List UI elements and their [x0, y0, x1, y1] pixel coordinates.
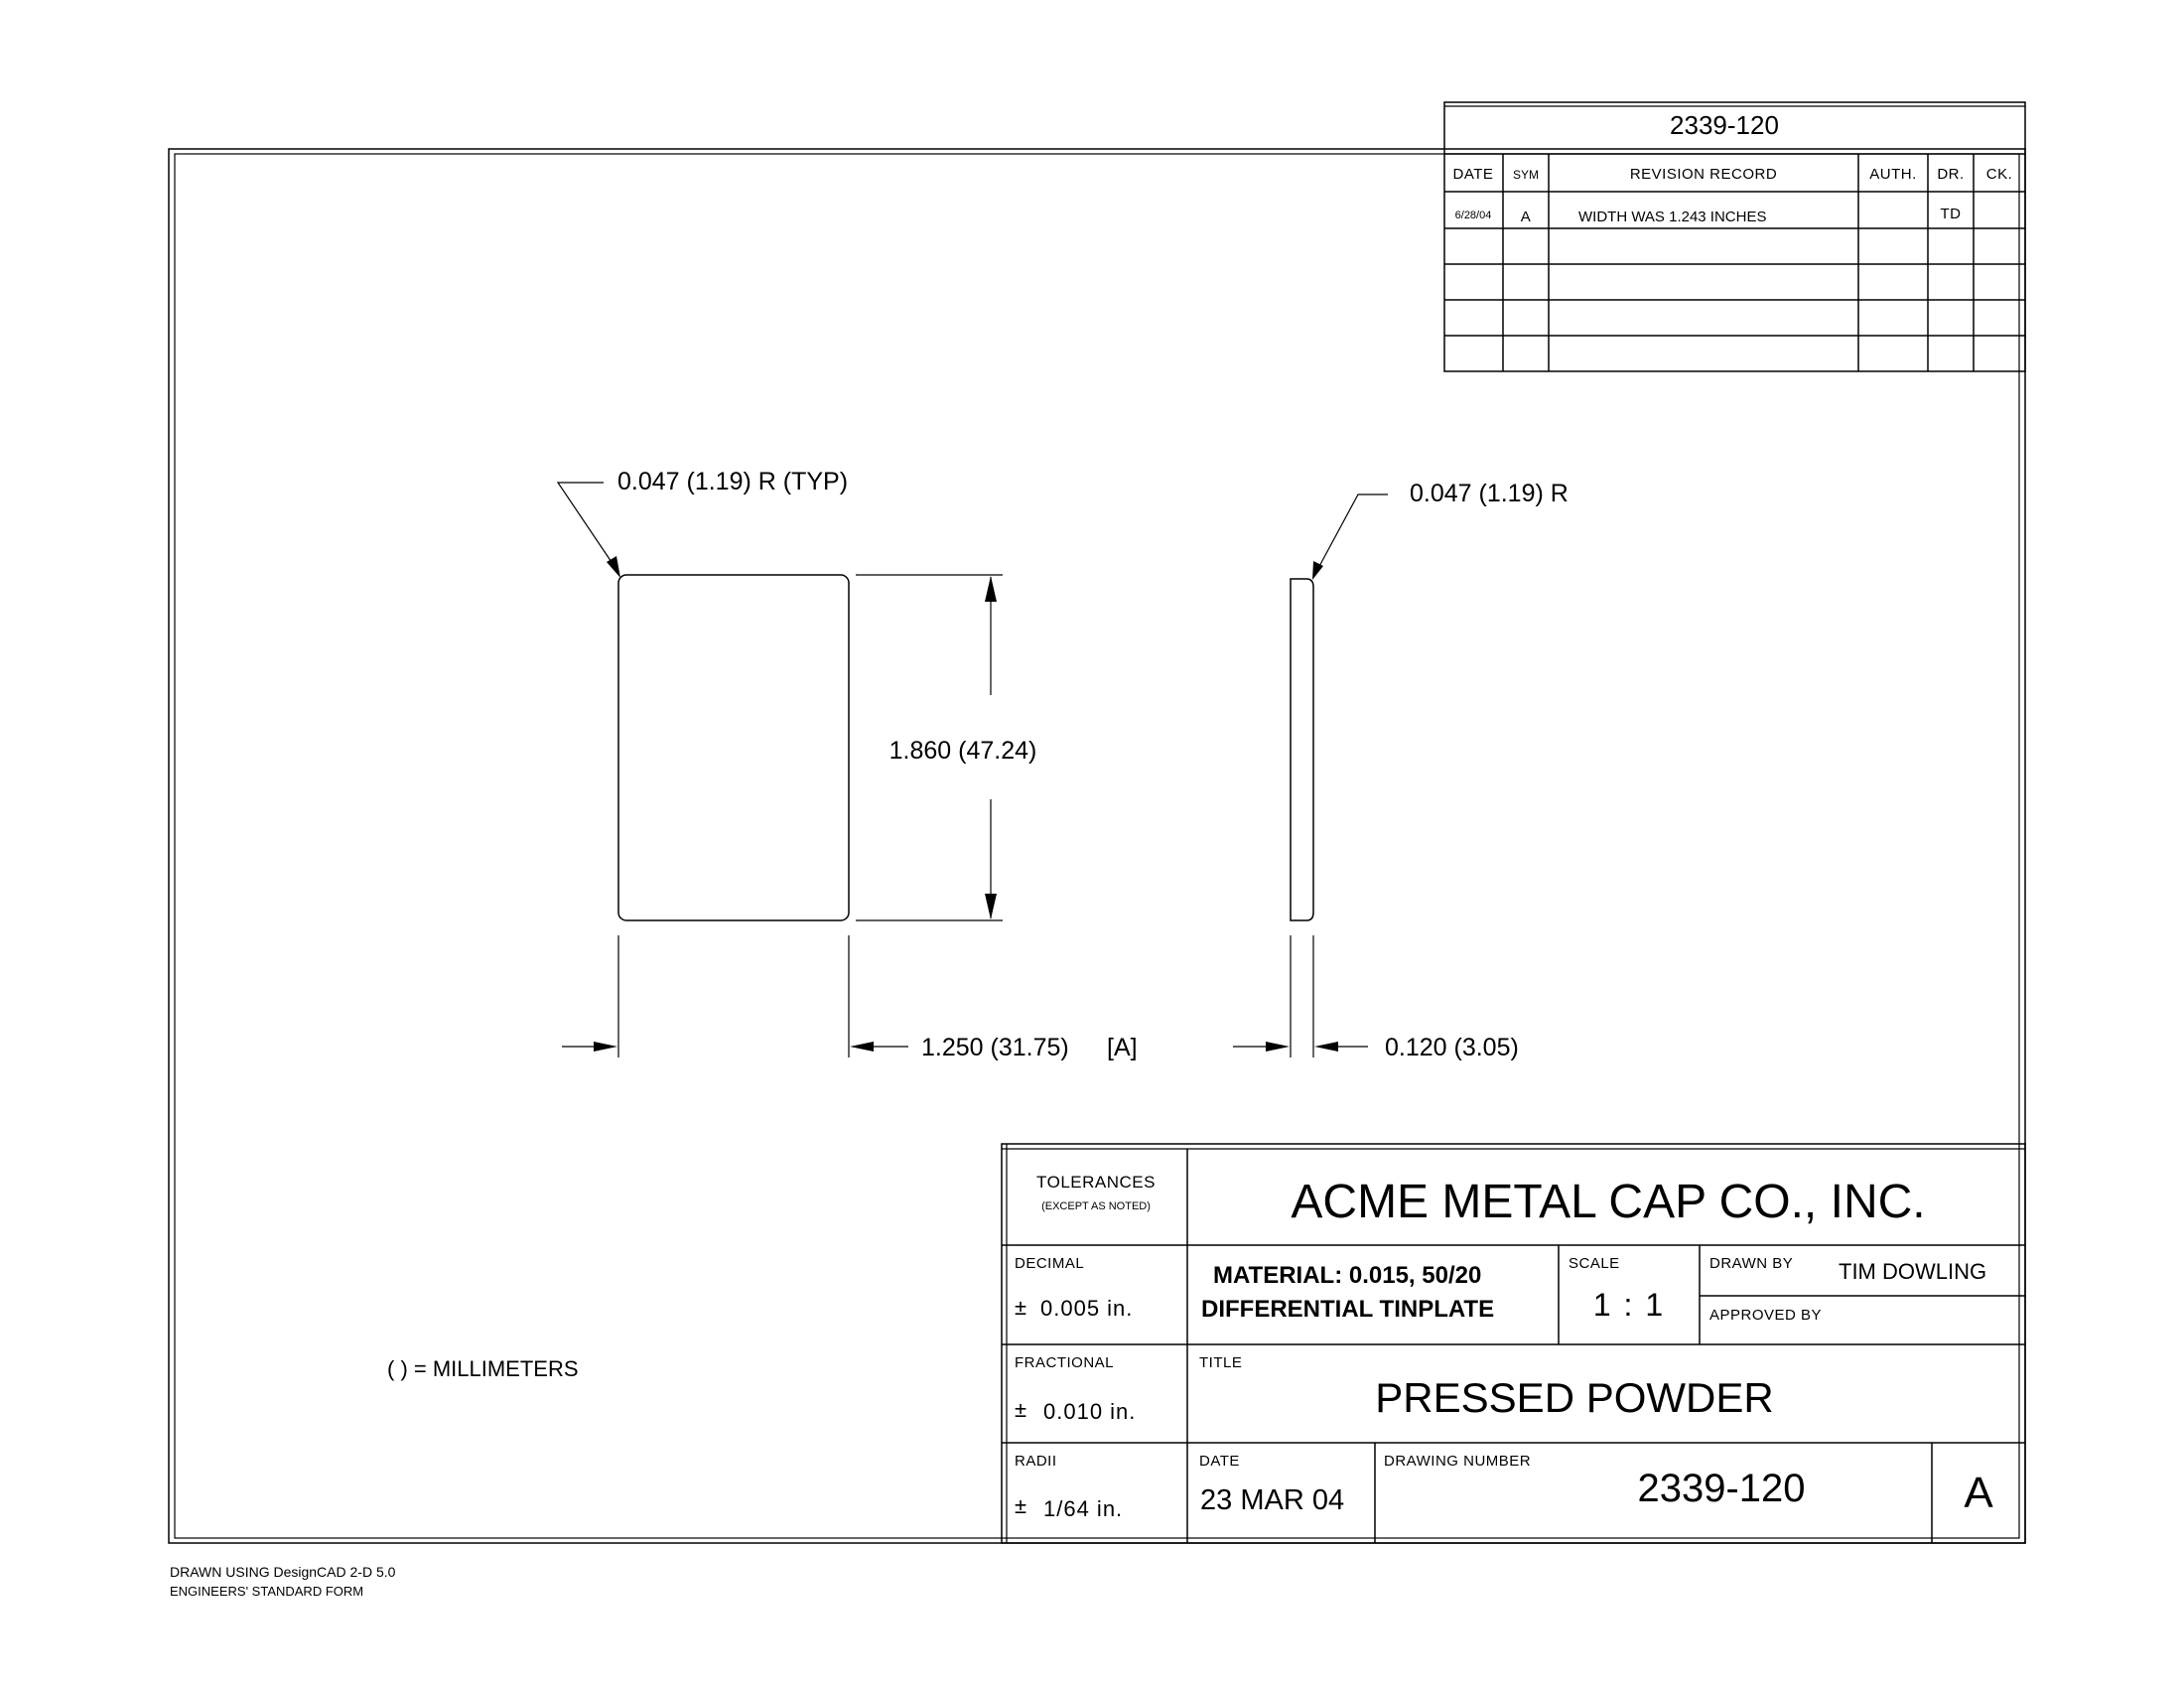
scale-value: 1 : 1 — [1592, 1287, 1666, 1323]
approved-by-label: APPROVED BY — [1709, 1307, 1823, 1324]
units-note: ( ) = MILLIMETERS — [387, 1356, 579, 1381]
side-view — [1233, 480, 1569, 1061]
tolerances-label: TOLERANCES — [1036, 1173, 1156, 1192]
front-radius-arrowhead — [607, 556, 620, 578]
material-line-1: MATERIAL: 0.015, 50/20 — [1213, 1262, 1482, 1289]
revision-row — [1455, 206, 1962, 225]
rev-row-sym: A — [1520, 209, 1532, 225]
drawn-by-value: TIM DOWLING — [1839, 1259, 1987, 1284]
rev-header-date: DATE — [1452, 166, 1494, 183]
footer-software-note: DRAWN USING DesignCAD 2-D 5.0 — [170, 1564, 396, 1580]
fractional-value: 0.010 in. — [1043, 1399, 1137, 1424]
side-radius-note: 0.047 (1.19) R — [1410, 480, 1569, 507]
fractional-label: FRACTIONAL — [1015, 1354, 1115, 1371]
title-block — [1002, 1144, 2025, 1543]
drawing-number-value: 2339-120 — [1637, 1467, 1806, 1510]
rev-header-sym: SYM — [1512, 168, 1540, 182]
drawn-by-label: DRAWN BY — [1709, 1255, 1794, 1272]
revision-block — [1444, 102, 2025, 371]
fractional-plus-minus: ± — [1015, 1397, 1027, 1422]
rev-header-auth: AUTH. — [1869, 166, 1917, 183]
decimal-value: 0.005 in. — [1040, 1296, 1134, 1321]
front-radius-leader — [558, 483, 615, 568]
rev-row-record: WIDTH WAS 1.243 INCHES — [1578, 209, 1767, 225]
material-line-2: DIFFERENTIAL TINPLATE — [1201, 1296, 1495, 1323]
width-arrow-left — [594, 1042, 617, 1052]
revision-drawing-number: 2339-120 — [1670, 110, 1779, 140]
rev-header-record: REVISION RECORD — [1629, 166, 1778, 183]
front-view — [558, 468, 1138, 1061]
decimal-plus-minus: ± — [1015, 1295, 1027, 1320]
footer-form-note: ENGINEERS' STANDARD FORM — [170, 1584, 364, 1599]
radii-label: RADII — [1015, 1453, 1057, 1470]
radii-value: 1/64 in. — [1043, 1496, 1124, 1521]
width-reference: [A] — [1107, 1034, 1138, 1061]
tolerances-subtitle: (EXCEPT AS NOTED) — [1041, 1200, 1151, 1212]
rev-header-dr: DR. — [1937, 166, 1965, 183]
scale-label: SCALE — [1569, 1255, 1620, 1272]
thickness-arrow-right — [1314, 1042, 1338, 1052]
side-view-outline — [1291, 579, 1313, 920]
width-arrow-right — [850, 1042, 874, 1052]
width-dimension: 1.250 (31.75) — [921, 1034, 1069, 1061]
side-radius-leader — [1317, 494, 1388, 570]
front-view-outline — [618, 575, 849, 920]
date-label: DATE — [1199, 1453, 1240, 1470]
side-radius-arrowhead — [1312, 561, 1323, 580]
height-arrow-top — [985, 576, 997, 602]
title-label: TITLE — [1199, 1354, 1243, 1371]
height-arrow-bottom — [985, 894, 997, 919]
thickness-arrow-left — [1266, 1042, 1290, 1052]
rev-header-ck: CK. — [1985, 166, 2013, 183]
drawing-title: PRESSED POWDER — [1375, 1374, 1774, 1421]
rev-row-date: 6/28/04 — [1454, 210, 1492, 221]
revision-letter: A — [1964, 1469, 1993, 1517]
decimal-label: DECIMAL — [1015, 1255, 1085, 1272]
rev-row-dr: TD — [1940, 206, 1962, 222]
outer-border — [169, 149, 2025, 1543]
thickness-dimension: 0.120 (3.05) — [1385, 1034, 1519, 1061]
drawing-number-label: DRAWING NUMBER — [1384, 1453, 1532, 1470]
company-name: ACME METAL CAP CO., INC. — [1291, 1176, 1926, 1228]
date-value: 23 MAR 04 — [1200, 1484, 1345, 1516]
height-dimension: 1.860 (47.24) — [888, 737, 1037, 765]
front-radius-note: 0.047 (1.19) R (TYP) — [617, 468, 849, 495]
radii-plus-minus: ± — [1015, 1493, 1027, 1518]
inner-border — [175, 154, 2019, 1538]
